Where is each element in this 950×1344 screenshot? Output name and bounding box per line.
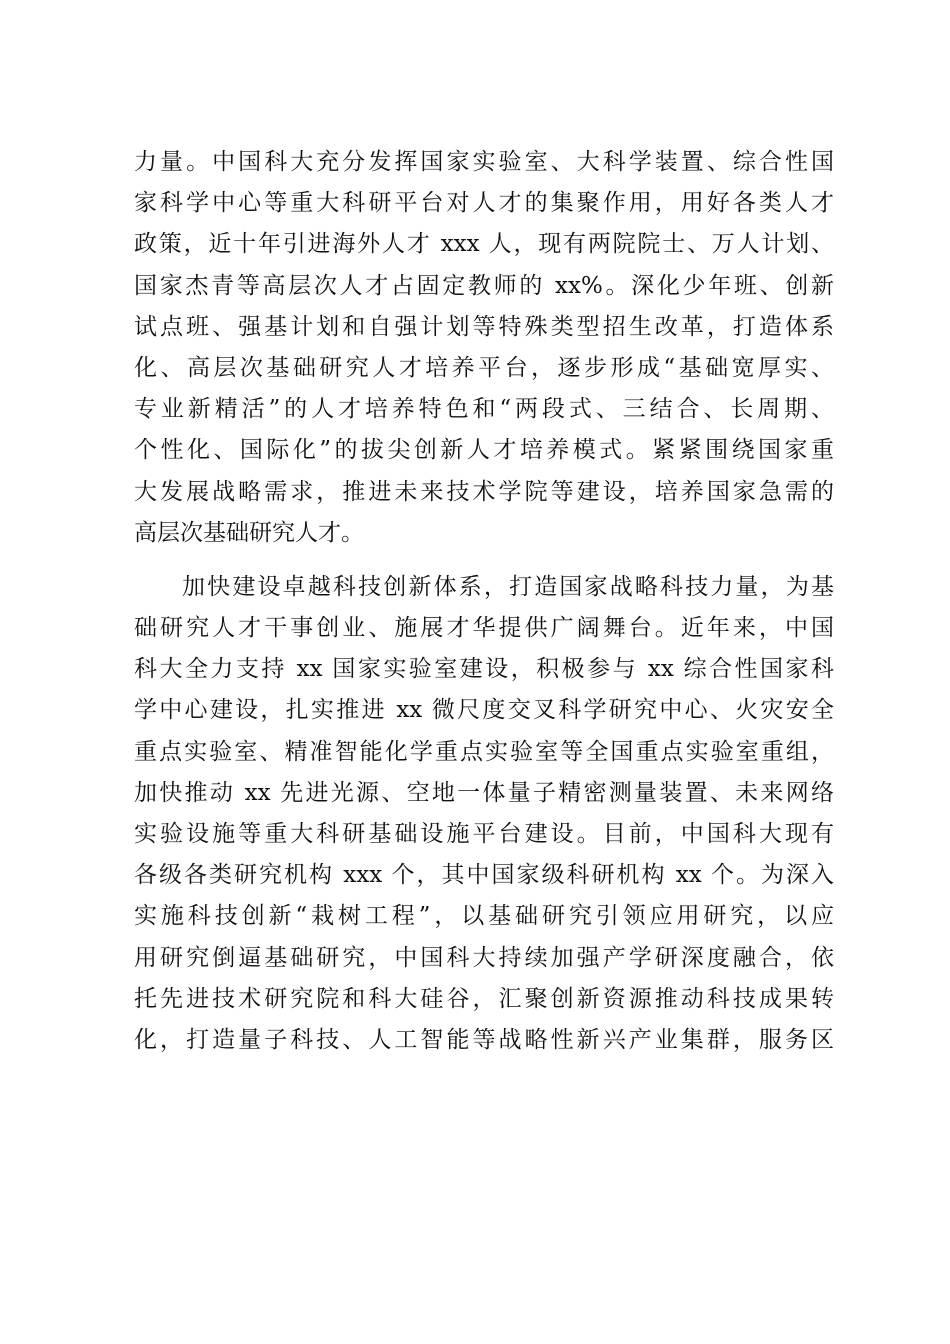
text-line: 础研究人才干事创业、施展才华提供广阔舞台。近年来，中国 (134, 615, 834, 642)
text-line: 化、高层次基础研究人才培养平台，逐步形成“基础宽厚实、 (134, 354, 834, 381)
text-line: 家科学中心等重大科研平台对人才的集聚作用，用好各类人才 (134, 190, 834, 217)
text-line: 各级各类研究机构 xxx 个，其中国家级科研机构 xx 个。为深入 (134, 862, 834, 889)
text-line: 大发展战略需求，推进未来技术学院等建设，培养国家急需的 (134, 478, 834, 505)
text-line: 加快建设卓越科技创新体系，打造国家战略科技力量，为基 (182, 573, 834, 600)
text-line: 专业新精活”的人才培养特色和“两段式、三结合、长周期、 (134, 396, 834, 423)
text-line: 科大全力支持 xx 国家实验室建设，积极参与 xx 综合性国家科 (134, 656, 834, 683)
paragraph-gap (134, 554, 834, 567)
text-line: 试点班、强基计划和自强计划等特殊类型招生改革，打造体系 (134, 313, 834, 340)
text-line: 化，打造量子科技、人工智能等战略性新兴产业集群，服务区 (134, 1026, 834, 1053)
text-line: 学中心建设，扎实推进 xx 微尺度交叉科学研究中心、火灾安全 (134, 697, 834, 724)
text-line: 托先进技术研究院和科大硅谷，汇聚创新资源推动科技成果转 (134, 985, 834, 1012)
paragraph (134, 567, 834, 1061)
text-line: 力量。中国科大充分发挥国家实验室、大科学装置、综合性国 (134, 149, 834, 175)
text-line: 政策，近十年引进海外人才 xxx 人，现有两院院士、万人计划、 (134, 231, 834, 258)
text-line: 用研究倒逼基础研究，中国科大持续加强产学研深度融合，依 (134, 944, 834, 971)
text-line: 个性化、国际化”的拔尖创新人才培养模式。紧紧围绕国家重 (134, 437, 834, 464)
text-line: 实施科技创新“栽树工程”，以基础研究引领应用研究，以应 (134, 903, 834, 930)
text-line: 实验设施等重大科研基础设施平台建设。目前，中国科大现有 (134, 821, 834, 847)
text-line: 国家杰青等高层次人才占固定教师的 xx%。深化少年班、创新 (134, 272, 834, 299)
text-line: 重点实验室、精准智能化学重点实验室等全国重点实验室重组， (134, 738, 834, 765)
text-line: 高层次基础研究人才。 (134, 519, 364, 546)
paragraph (134, 142, 834, 554)
text-line: 加快推动 xx 先进光源、空地一体量子精密测量装置、未来网络 (134, 779, 834, 806)
document-body (134, 142, 834, 1061)
